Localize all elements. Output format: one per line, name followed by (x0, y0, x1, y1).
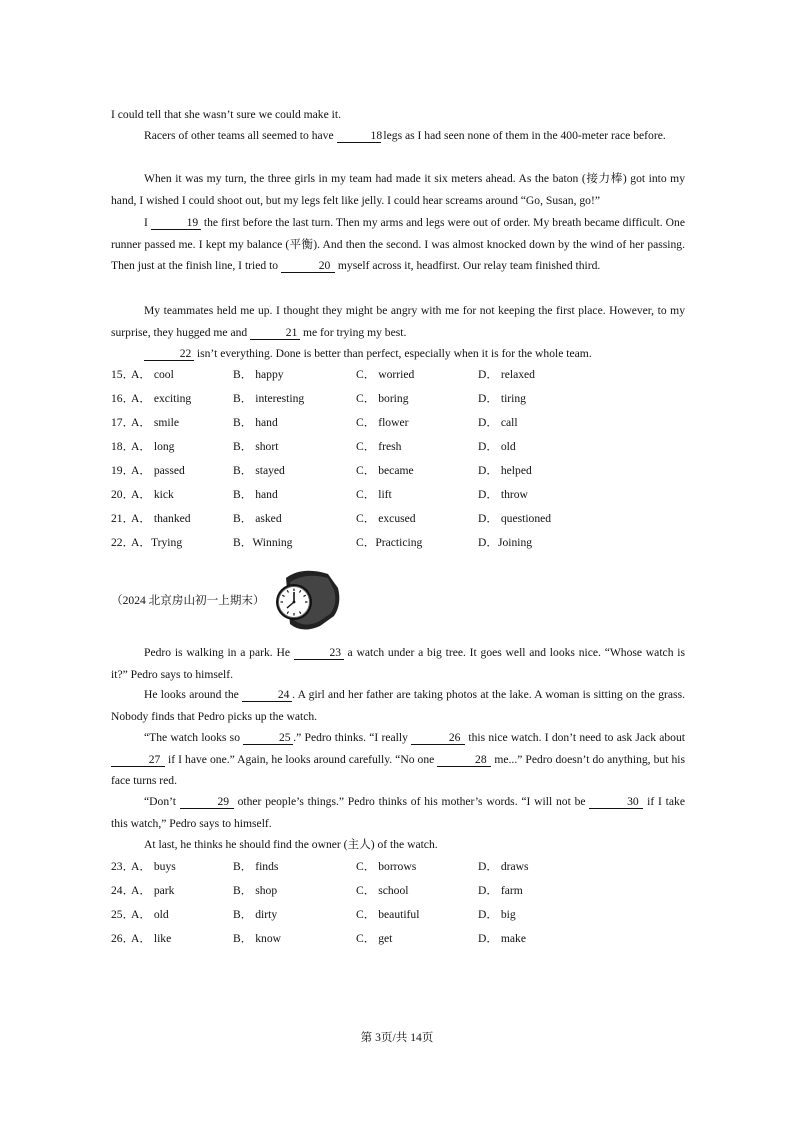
option-b: B． hand (233, 416, 278, 429)
question-number: 17． (111, 416, 135, 429)
question-row (111, 438, 685, 462)
option-c: C．Practicing (356, 536, 423, 549)
blank-22: 22 (144, 347, 194, 361)
blank-28: 28 (437, 753, 491, 767)
blank-23: 23 (294, 646, 344, 660)
option-c: C． lift (356, 488, 392, 501)
option-d: D．Joining (478, 536, 533, 549)
option-c: C． flower (356, 416, 409, 429)
blank-25: 25 (243, 731, 293, 745)
question-row (111, 906, 685, 930)
option-c: C． borrows (356, 860, 417, 873)
question-number: 21． (111, 512, 135, 525)
option-a: A． cool (131, 368, 174, 381)
option-b: B． hand (233, 488, 278, 501)
option-b: B． interesting (233, 392, 305, 405)
option-d: D． farm (478, 884, 523, 897)
option-c: C． fresh (356, 440, 402, 453)
question-row (111, 366, 685, 390)
question-row (111, 510, 685, 534)
options-list-23-26 (111, 858, 685, 954)
question-row (111, 882, 685, 906)
passage1-paragraph-4: My teammates held me up. I thought they might be angry with me for not keeping the first place. However, to my surprise, they hugged me and 21 me for trying my best. (111, 304, 685, 339)
option-d: D． make (478, 932, 526, 945)
watch-illustration (272, 564, 346, 634)
option-d: D． relaxed (478, 368, 535, 381)
passage2-paragraph-5: At last, he thinks he should find the owner (主人) of the watch. (144, 838, 438, 851)
question-number: 18． (111, 440, 135, 453)
passage1-paragraph-0: I could tell that she wasn’t sure we could make it. (111, 108, 341, 121)
option-a: A．Trying (131, 536, 183, 549)
option-c: C． worried (356, 368, 415, 381)
question-row (111, 414, 685, 438)
option-c: C． beautiful (356, 908, 420, 921)
option-b: B． happy (233, 368, 284, 381)
blank-26: 26 (411, 731, 465, 745)
option-a: A． buys (131, 860, 176, 873)
passage2-paragraph-3: “The watch looks so 25 .” Pedro thinks. “I really 26 this nice watch. I don’t need to ask Jack about 27 if I have one.” Again, he looks around carefully. “No one 28 me...” Pedro doesn’t do anything, but his face turns red. (111, 731, 685, 787)
option-b: B． shop (233, 884, 278, 897)
option-a: A． thanked (131, 512, 191, 525)
question-number: 24． (111, 884, 135, 897)
blank-20: 20 (281, 259, 335, 273)
blank-18: 18 (337, 129, 381, 143)
option-d: D． questioned (478, 512, 552, 525)
options-list-15-22 (111, 366, 685, 558)
option-a: A． old (131, 908, 169, 921)
option-b: B． know (233, 932, 281, 945)
option-c: C． boring (356, 392, 409, 405)
option-d: D． helped (478, 464, 532, 477)
blank-24: 24 (242, 688, 292, 702)
question-number: 16． (111, 392, 135, 405)
question-number: 15． (111, 368, 135, 381)
option-d: D． call (478, 416, 518, 429)
blank-29: 29 (180, 795, 234, 809)
question-row (111, 462, 685, 486)
question-row (111, 930, 685, 954)
option-d: D． throw (478, 488, 528, 501)
option-b: B． stayed (233, 464, 285, 477)
option-a: A． park (131, 884, 175, 897)
question-row (111, 858, 685, 882)
question-number: 25． (111, 908, 135, 921)
passage1-paragraph-5: 22 isn’t everything. Done is better than perfect, especially when it is for the whole team. (111, 343, 685, 365)
question-number: 26． (111, 932, 135, 945)
option-b: B． dirty (233, 908, 278, 921)
option-c: C． school (356, 884, 409, 897)
question-number: 23． (111, 860, 135, 873)
page-footer: 第 3页/共 14页 (360, 1031, 434, 1044)
question-row (111, 534, 685, 558)
option-b: B．Winning (233, 536, 293, 549)
blank-30: 30 (589, 795, 643, 809)
option-d: D． tiring (478, 392, 526, 405)
option-a: A． passed (131, 464, 185, 477)
question-row (111, 390, 685, 414)
option-b: B． asked (233, 512, 282, 525)
option-a: A． long (131, 440, 175, 453)
passage2-paragraph-1: Pedro is walking in a park. He 23 a watch under a big tree. It goes well and looks nice. “Whose watch is it?” Pedro says to himself. (111, 646, 685, 681)
question-number: 22． (111, 536, 135, 549)
option-c: C． get (356, 932, 393, 945)
passage2-paragraph-4: “Don’t 29 other people’s things.” Pedro thinks of his mother’s words. “I will not be 30 if I take this watch,” Pedro says to himself. (111, 795, 685, 830)
source-label: （2024 北京房山初一上期末） (111, 594, 265, 607)
question-number: 20． (111, 488, 135, 501)
blank-27: 27 (111, 753, 165, 767)
blank-21: 21 (250, 326, 300, 340)
passage1-paragraph-3: I 19 the first before the last turn. Then my arms and legs were out of order. My breath became difficult. One runner passed me. I kept my balance (平衡). And then the second. I was almost knocked down by the wind of her passing. Then just at the finish line, I tried to 20 myself across it, headfirst. Our relay team finished third. (111, 216, 685, 272)
option-d: D． draws (478, 860, 529, 873)
option-c: C． excused (356, 512, 416, 525)
option-d: D． old (478, 440, 516, 453)
option-a: A． like (131, 932, 172, 945)
option-a: A． kick (131, 488, 174, 501)
option-b: B． short (233, 440, 279, 453)
passage2-paragraph-2: He looks around the 24 . A girl and her father are taking photos at the lake. A woman is sitting on the grass. Nobody finds that Pedro picks up the watch. (111, 688, 685, 723)
passage1-paragraph-2: When it was my turn, the three girls in my team had made it six meters ahead. As the baton (接力棒) got into my hand, I wished I could shoot out, but my legs felt like jelly. I could hear screams around “Go, Susan, go!” (111, 172, 685, 207)
question-number: 19． (111, 464, 135, 477)
option-b: B． finds (233, 860, 279, 873)
passage1-paragraph-1: Racers of other teams all seemed to have 18 legs as I had seen none of them in the 400-meter race before. (144, 129, 666, 142)
option-a: A． smile (131, 416, 179, 429)
question-row (111, 486, 685, 510)
option-a: A． exciting (131, 392, 192, 405)
blank-19: 19 (151, 216, 201, 230)
option-d: D． big (478, 908, 516, 921)
option-c: C． became (356, 464, 414, 477)
